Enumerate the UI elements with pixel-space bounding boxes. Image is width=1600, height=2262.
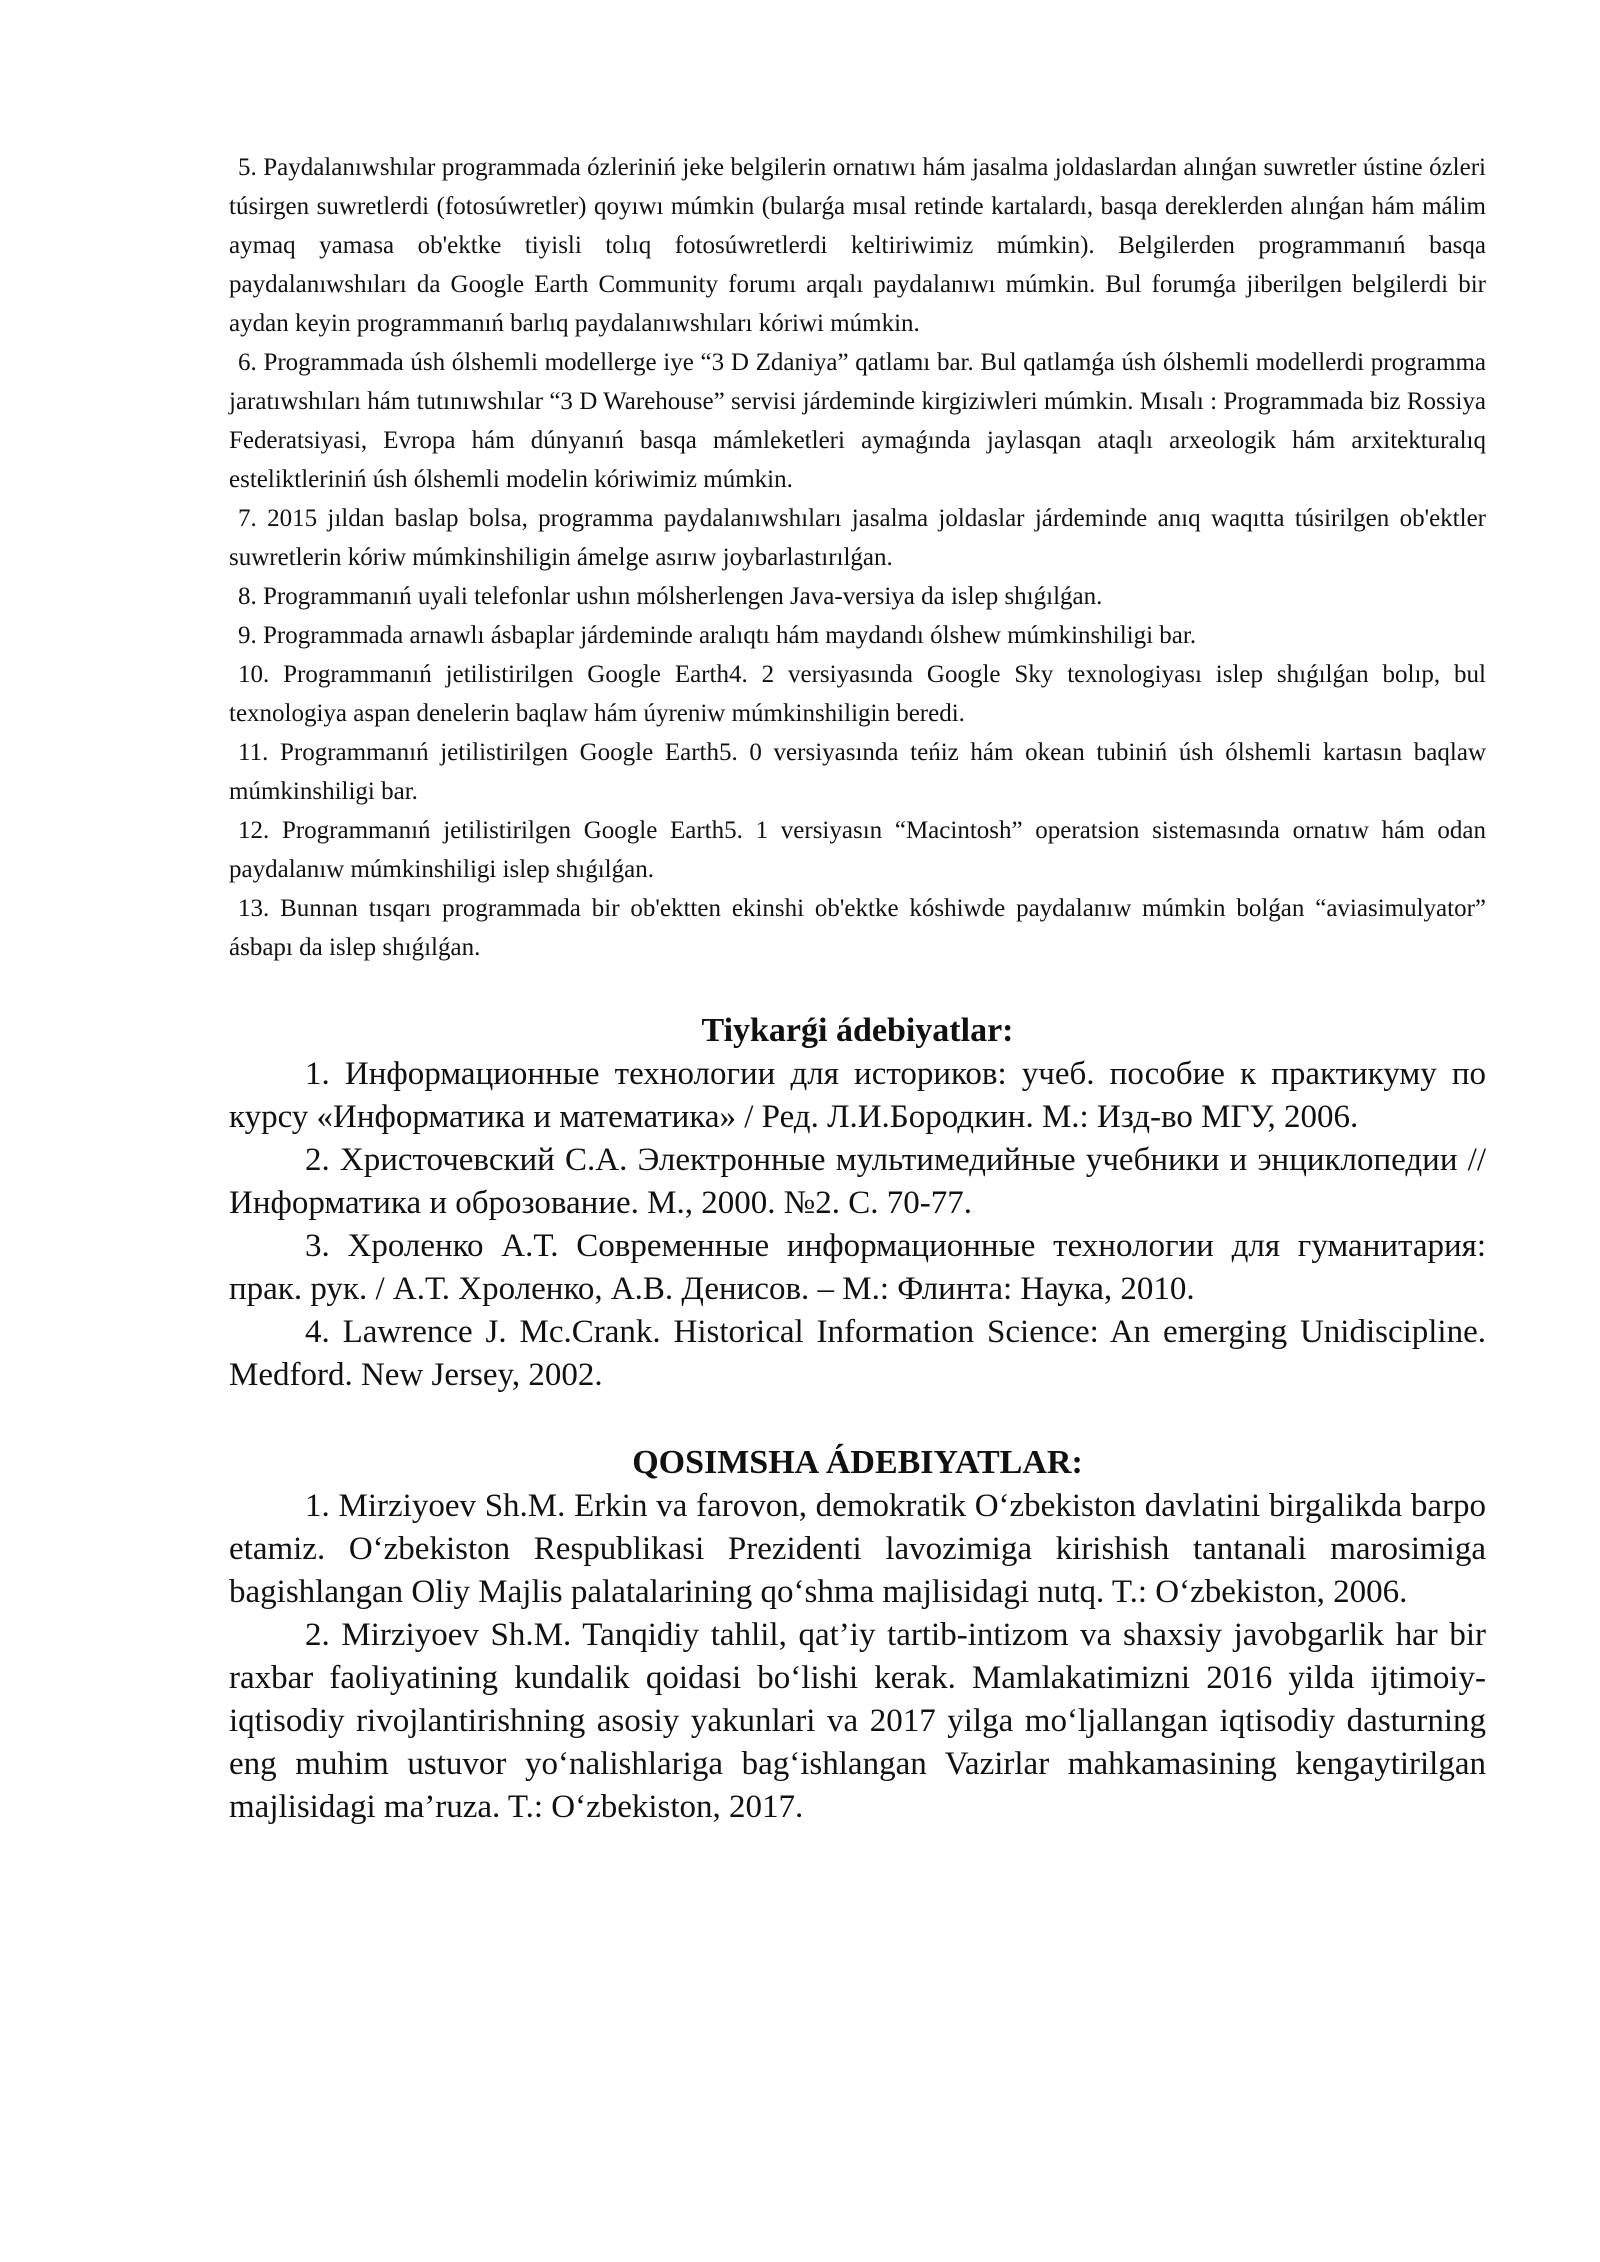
item-text: Programmada úsh ólshemli modellerge iye “3 D Zdaniya” qatlamı bar. Bul qatlamǵa úsh ólshemli modellerdi programma jaratıwshıları hám tutınıwshılar “3 D Warehouse” servisi járdeminde kirgiziwleri múmkin. Mısalı : Programmada biz Rossiya Federatsiyasi, Evropa hám dúnyanıń basqa mámleketleri aymaǵında jaylasqan ataqlı arxeologik hám arxitekturalıq esteliktleriniń úsh ólshemli modelin kóriwimiz múmkin.: [229, 349, 1487, 493]
list-item: [229, 577, 1486, 616]
item-number: 7.: [238, 505, 257, 532]
item-number: 1.: [305, 1056, 330, 1092]
item-text: Programmanıń jetilistirilgen Google Earth5. 1 versiyasın “Macintosh” operatsion sistemasında ornatıw hám odan paydalanıw múmkinshiligi islep shıǵılǵan.: [229, 817, 1486, 883]
list-item: [229, 1614, 1486, 1829]
list-item: [229, 1053, 1486, 1139]
additional-literature-list: [229, 1485, 1486, 1829]
list-item: [229, 1311, 1486, 1397]
item-text: Информационные технологии для историков: учеб. пособие к практикуму по курсу «Информатика и математика» / Ред. Л.И.Бородкин. М.: Изд-во МГУ, 2006.: [229, 1056, 1486, 1135]
item-text: Programmada arnawlı ásbaplar járdeminde aralıqtı hám maydandı ólshew múmkinshiligi bar.: [263, 622, 1197, 649]
additional-literature-title: QOSIMSHA ÁDEBIYATLAR:: [632, 1444, 1083, 1481]
item-text: 2015 jıldan baslap bolsa, programma paydalanıwshıları jasalma joldaslar járdeminde anıq waqıtta túsirilgen ob'ektler suwretlerin kóriw múmkinshiligin ámelge asırıw joybarlastırılǵan.: [229, 505, 1486, 571]
item-number: 12.: [238, 817, 270, 844]
list-item: [229, 148, 1486, 343]
list-item: [229, 655, 1486, 733]
item-text: Mirziyoev Sh.M. Erkin va farovon, demokratik Oʻzbekiston davlatini birgalikda barpo etamiz. Oʻzbekiston Respublikasi Prezidenti lavozimiga kirishish tantanali marosimiga bagishlangan Oliy Majlis palatalarining qoʻshma majlisidagi nutq. T.: Oʻzbekiston, 2006.: [229, 1488, 1487, 1610]
item-text: Paydalanıwshılar programmada ózleriniń jeke belgilerin ornatıwı hám jasalma joldaslardan alınǵan suwretler ústine ózleri túsirgen suwretlerdi (fotosúwretler) qoyıwı múmkin (bularǵa mısal retinde kartalardı, basqa dereklerden alınǵan hám málim aymaq yamasa ob'ektke tiyisli tolıq fotosúwretlerdi keltiriwimiz múmkin). Belgilerden programmanıń basqa paydalanıwshıları da Google Earth Community forumı arqalı paydalanıwı múmkin. Bul forumǵa jiberilgen belgilerdi bir aydan keyin programmanıń barlıq paydalanıwshıları kóriwi múmkin.: [229, 154, 1486, 337]
document-page: [229, 148, 1486, 1829]
list-item: [229, 343, 1486, 499]
item-number: 2.: [305, 1617, 330, 1653]
item-text: Mirziyoev Sh.M. Tanqidiy tahlil, qat’iy tartib-intizom va shaxsiy javobgarlik har bir raxbar faoliyatining kundalik qoidasi boʻlishi kerak. Mamlakatimizni 2016 yilda ijtimoiy-iqtisodiy rivojlantirishning asosiy yakunlari va 2017 yilga moʻljallangan iqtisodiy dasturning eng muhim ustuvor yoʻnalishlariga bagʻishlangan Vazirlar mahkamasining kengaytirilgan majlisidagi ma’ruza. T.: Oʻzbekiston, 2017.: [229, 1617, 1487, 1825]
list-item: [229, 889, 1486, 967]
item-number: 4.: [305, 1314, 330, 1350]
list-item: [229, 499, 1486, 577]
item-text: Хроленко А.Т. Современные информационные технологии для гуманитария: прак. рук. / А.Т. Хроленко, А.В. Денисов. – М.: Флинта: Наука, 2010.: [229, 1228, 1486, 1307]
item-number: 1.: [305, 1488, 330, 1524]
item-number: 6.: [238, 349, 257, 376]
list-item: [229, 1485, 1486, 1614]
item-number: 13.: [238, 895, 270, 922]
item-number: 5.: [238, 154, 257, 181]
item-number: 3.: [305, 1228, 330, 1264]
item-number: 9.: [238, 622, 257, 649]
item-text: Lawrence J. Mc.Crank. Historical Information Science: An emerging Unidiscipline. Medford. New Jersey, 2002.: [229, 1314, 1487, 1393]
main-literature-title: Tiykarǵi ádebiyatlar:: [701, 1012, 1014, 1049]
item-number: 8.: [238, 583, 257, 610]
item-text: Bunnan tısqarı programmada bir ob'ektten ekinshi ob'ektke kóshiwde paydalanıw múmkin bolǵan “aviasimulyator” ásbapı da islep shıǵılǵan.: [229, 895, 1487, 961]
list-item: [229, 1225, 1486, 1311]
list-item: [229, 1139, 1486, 1225]
item-text: Programmanıń jetilistirilgen Google Earth5. 0 versiyasında teńiz hám okean tubiniń úsh ólshemli kartasın baqlaw múmkinshiligi bar.: [229, 739, 1486, 805]
item-text: Programmanıń jetilistirilgen Google Earth4. 2 versiyasında Google Sky texnologiyası islep shıǵılǵan bolıp, bul texnologiya aspan denelerin baqlaw hám úyreniw múmkinshiligin beredi.: [229, 661, 1486, 727]
feature-list: [229, 148, 1486, 967]
list-item: [229, 811, 1486, 889]
item-number: 2.: [305, 1142, 330, 1178]
main-literature-list: [229, 1053, 1486, 1397]
item-text: Programmanıń uyali telefonlar ushın mólsherlengen Java-versiya da islep shıǵılǵan.: [263, 583, 1103, 610]
item-text: Христочевский С.А. Электронные мультимедийные учебники и энциклопедии // Информатика и оброзование. М., 2000. №2. С. 70-77.: [229, 1142, 1486, 1221]
item-number: 11.: [238, 739, 269, 766]
item-number: 10.: [238, 661, 270, 688]
list-item: [229, 733, 1486, 811]
list-item: [229, 616, 1486, 655]
